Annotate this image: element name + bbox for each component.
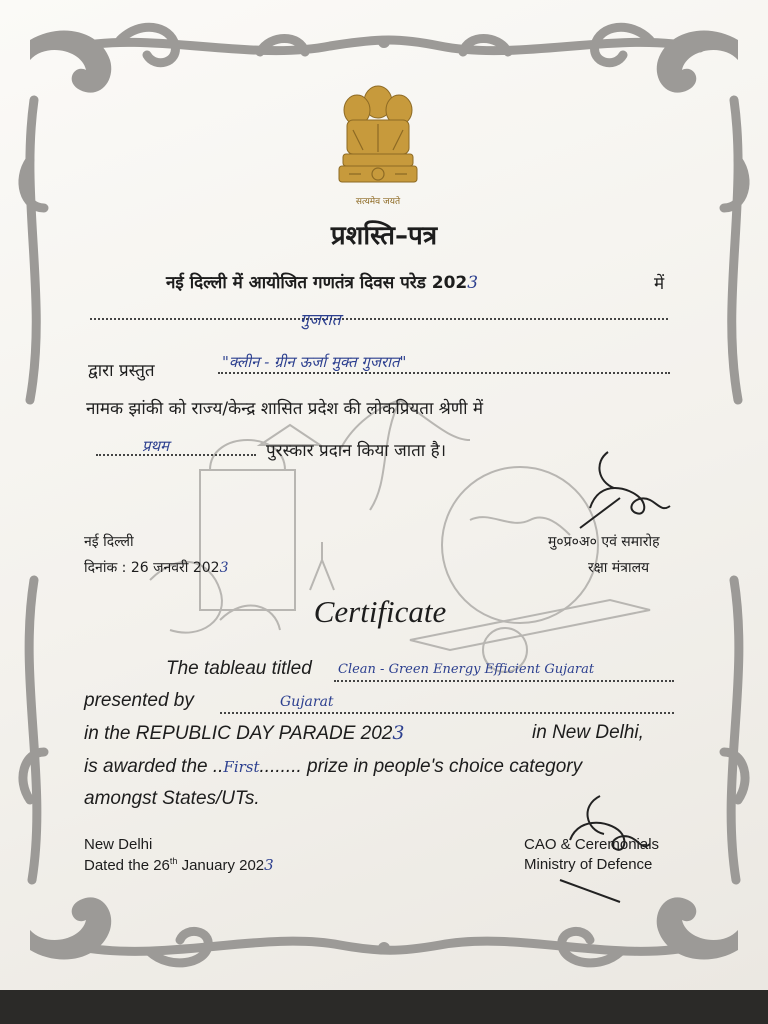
- in-new-delhi: in New Delhi,: [532, 722, 644, 743]
- english-signatory-ministry: Ministry of Defence: [524, 856, 653, 873]
- hindi-category-line: नामक झांकी को राज्य/केन्द्र शासित प्रदेश की लोकप्रियता श्रेणी में: [86, 399, 484, 419]
- dotted-line-tableau-hindi: [218, 372, 670, 374]
- hindi-parade-text: नई दिल्ली में आयोजित गणतंत्र दिवस परेड 202: [166, 273, 468, 293]
- lion-capital-icon: [333, 80, 423, 188]
- english-place: New Delhi: [84, 836, 153, 853]
- tableau-label: The tableau titled: [166, 658, 312, 679]
- hindi-award-text: पुरस्कार प्रदान किया जाता है।: [266, 441, 447, 461]
- handwritten-state-hindi: गुजरात: [300, 310, 341, 329]
- hindi-title: प्रशस्ति–पत्र: [330, 221, 438, 251]
- dotted-line-presenter: [220, 712, 674, 714]
- hindi-date: [84, 558, 228, 577]
- hindi-presented-by: द्वारा प्रस्तुत: [88, 361, 155, 381]
- hindi-date-text: दिनांक : 26 जनवरी 202: [84, 560, 220, 576]
- english-date: [84, 856, 274, 874]
- handwritten-year-digit: 3: [467, 273, 479, 293]
- signature-top: [560, 448, 690, 538]
- amongst-line: amongst States/UTs.: [84, 788, 260, 809]
- awarded-prefix: is awarded the ..: [84, 756, 224, 777]
- certificate-title: Certificate: [313, 594, 447, 629]
- hindi-signatory-ministry: रक्षा मंत्रालय: [588, 560, 650, 576]
- dotted-line-tableau: [334, 680, 674, 682]
- hindi-place: नई दिल्ली: [84, 534, 134, 550]
- handwritten-date-year-digit: 3: [264, 856, 274, 874]
- dotted-line-state: [90, 318, 668, 320]
- parade-line: [84, 722, 404, 745]
- parade-text: in the REPUBLIC DAY PARADE 202: [84, 723, 393, 744]
- awarded-line: [84, 756, 582, 778]
- handwritten-presenter: Gujarat: [280, 694, 334, 710]
- dated-prefix: Dated the 26: [84, 857, 170, 874]
- hindi-parade-line: [166, 270, 478, 293]
- hindi-signatory-title: मु०प्र०अ० एवं समारोह: [548, 534, 660, 550]
- handwritten-prize: First: [223, 758, 260, 776]
- awarded-suffix: ........ prize in people's choice category: [259, 756, 583, 777]
- dated-suffix: January 202: [181, 857, 265, 874]
- handwritten-tableau-hindi: "क्लीन - ग्रीन ऊर्जा मुक्त गुजरात": [222, 353, 407, 371]
- handwritten-prize-hindi: प्रथम: [142, 437, 170, 455]
- dated-superscript: th: [169, 856, 178, 866]
- hindi-in-word: में: [654, 274, 665, 294]
- handwritten-tableau-title: Clean - Green Energy Efficient Gujarat: [338, 662, 595, 677]
- emblem-motto: सत्यमेव जयते: [355, 197, 401, 207]
- national-emblem: [333, 80, 423, 207]
- handwritten-date-digit: 3: [219, 560, 229, 576]
- dotted-line-prize-hindi: [96, 454, 256, 456]
- presented-by-label: presented by: [84, 690, 194, 711]
- handwritten-parade-digit: 3: [392, 722, 405, 744]
- english-signatory-title: CAO & Ceremonials: [524, 836, 660, 853]
